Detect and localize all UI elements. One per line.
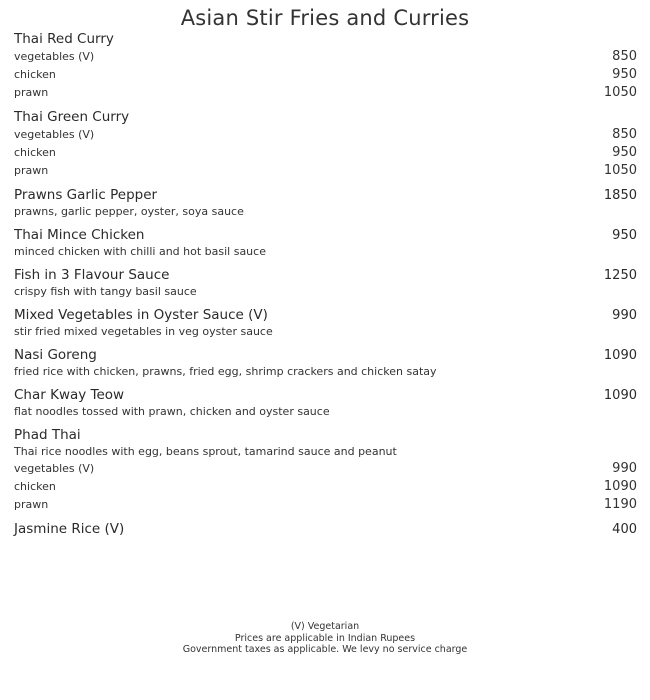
- dish-name: Char Kway Teow: [14, 387, 125, 403]
- dish-price: 1090: [603, 348, 637, 363]
- variant-price: 850: [612, 127, 637, 142]
- footer-currency-note: Prices are applicable in Indian Rupees: [234, 632, 416, 644]
- dish-name: Thai Red Curry: [14, 31, 114, 47]
- menu-item: [14, 386, 637, 420]
- variant-label: prawn: [14, 498, 49, 511]
- menu-item: [14, 426, 637, 514]
- dish-name: Jasmine Rice (V): [14, 521, 125, 537]
- variant-label: chicken: [14, 146, 56, 159]
- dish-price: 950: [612, 228, 637, 243]
- footer-notes: [0, 621, 650, 656]
- variant-price: 1050: [603, 85, 637, 100]
- dish-price: 1250: [603, 268, 637, 283]
- footer-tax-note: Government taxes as applicable. We levy no service charge: [182, 644, 468, 655]
- menu-item: [14, 266, 637, 300]
- variant-row: [14, 460, 637, 478]
- menu-list: [14, 30, 637, 544]
- variant-price: 850: [612, 49, 637, 64]
- variant-label: vegetables (V): [14, 50, 95, 63]
- dish-description: prawns, garlic pepper, oyster, soya sauce: [14, 205, 244, 218]
- menu-item-header: [14, 306, 637, 324]
- dish-description: minced chicken with chilli and hot basil sauce: [14, 245, 266, 258]
- dish-name: Phad Thai: [14, 427, 81, 443]
- menu-item-header: [14, 346, 637, 364]
- variant-row: [14, 478, 637, 496]
- variant-label: chicken: [14, 480, 56, 493]
- variant-label: prawn: [14, 164, 49, 177]
- variant-row: [14, 162, 637, 180]
- dish-price: 990: [612, 308, 637, 323]
- variant-label: chicken: [14, 68, 56, 81]
- menu-item-header: [14, 426, 637, 444]
- footer-vegetarian-note: (V) Vegetarian: [290, 621, 360, 632]
- menu-item-header: [14, 108, 637, 126]
- dish-description: Thai rice noodles with egg, beans sprout, tamarind sauce and peanut: [14, 445, 397, 458]
- variant-price: 950: [612, 145, 637, 160]
- menu-item-header: [14, 520, 637, 538]
- variant-row: [14, 496, 637, 514]
- dish-description: crispy fish with tangy basil sauce: [14, 285, 197, 298]
- variant-row: [14, 126, 637, 144]
- page-title: Asian Stir Fries and Curries: [180, 6, 470, 30]
- variant-label: prawn: [14, 86, 49, 99]
- dish-name: Nasi Goreng: [14, 347, 97, 363]
- variant-row: [14, 66, 637, 84]
- variant-row: [14, 84, 637, 102]
- variant-row: [14, 144, 637, 162]
- variant-price: 1050: [603, 163, 637, 178]
- variant-price: 990: [612, 461, 637, 476]
- variant-row: [14, 48, 637, 66]
- menu-item: [14, 30, 637, 102]
- menu-item-header: [14, 386, 637, 404]
- variant-price: 1190: [603, 497, 637, 512]
- dish-name: Prawns Garlic Pepper: [14, 187, 158, 203]
- dish-price: 400: [612, 522, 637, 537]
- dish-name: Thai Mince Chicken: [14, 227, 145, 243]
- menu-item: [14, 306, 637, 340]
- dish-description: fried rice with chicken, prawns, fried egg, shrimp crackers and chicken satay: [14, 365, 437, 378]
- dish-price: 1850: [603, 188, 637, 203]
- dish-name: Fish in 3 Flavour Sauce: [14, 267, 170, 283]
- variant-label: vegetables (V): [14, 128, 95, 141]
- variant-price: 950: [612, 67, 637, 82]
- dish-price: 1090: [603, 388, 637, 403]
- menu-item-header: [14, 266, 637, 284]
- menu-item: [14, 226, 637, 260]
- variant-price: 1090: [603, 479, 637, 494]
- menu-item: [14, 186, 637, 220]
- menu-item-header: [14, 226, 637, 244]
- menu-item-header: [14, 186, 637, 204]
- variant-label: vegetables (V): [14, 462, 95, 475]
- dish-name: Thai Green Curry: [14, 109, 130, 125]
- menu-item-header: [14, 30, 637, 48]
- menu-item: [14, 346, 637, 380]
- menu-item: [14, 108, 637, 180]
- dish-description: flat noodles tossed with prawn, chicken and oyster sauce: [14, 405, 330, 418]
- dish-name: Mixed Vegetables in Oyster Sauce (V): [14, 307, 268, 323]
- menu-item: [14, 520, 637, 538]
- dish-description: stir fried mixed vegetables in veg oyster sauce: [14, 325, 273, 338]
